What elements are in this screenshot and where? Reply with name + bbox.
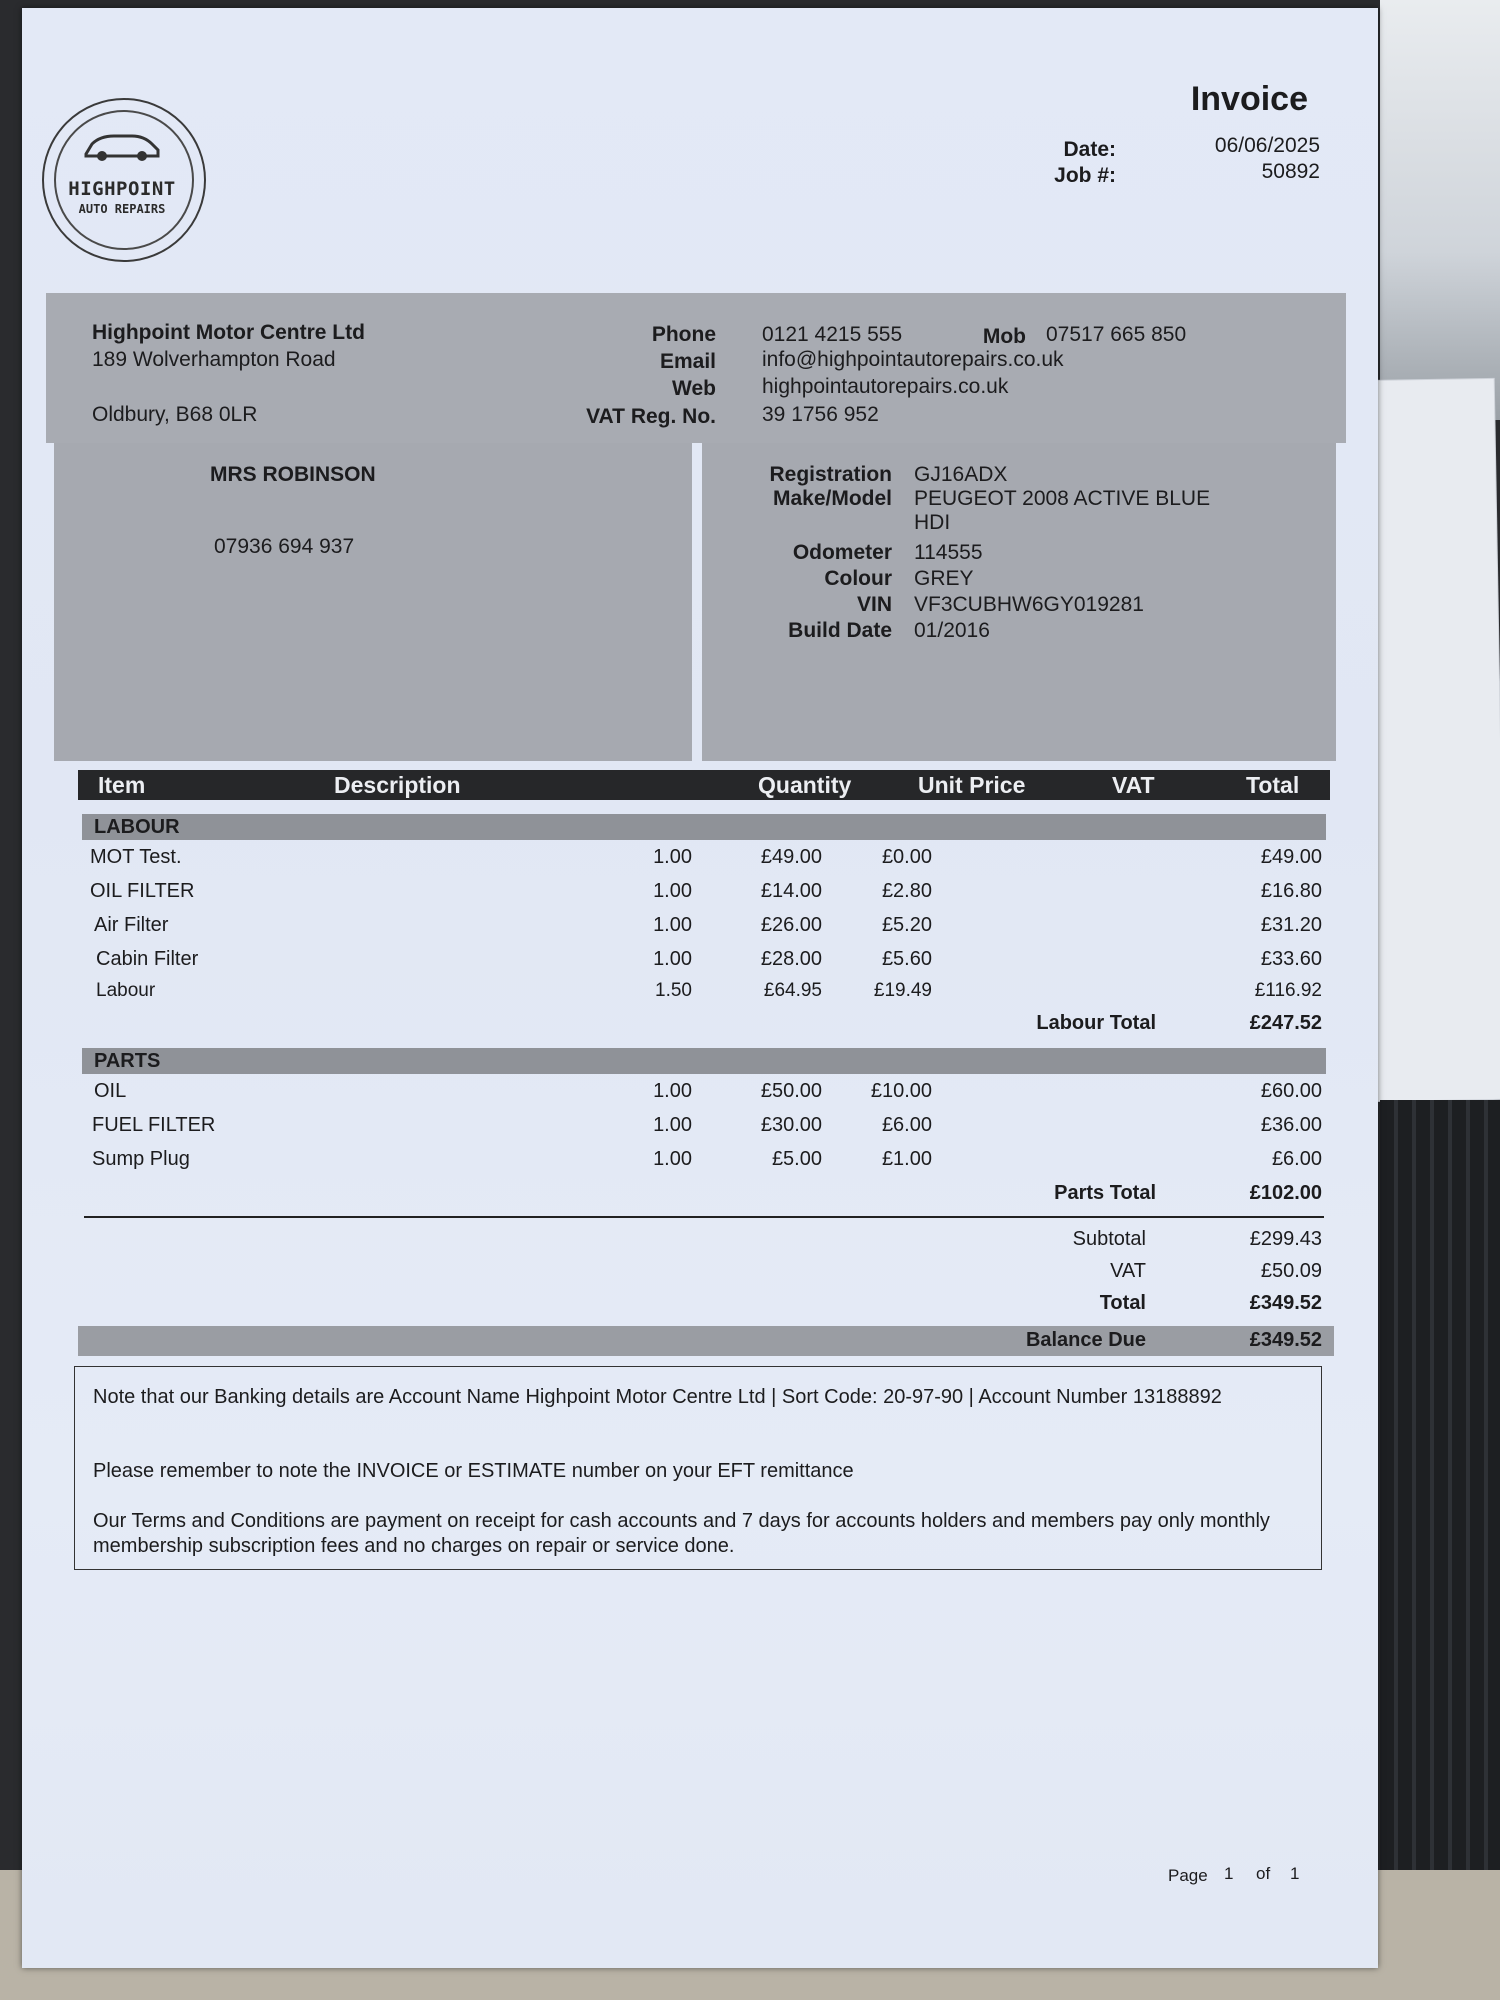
date-label: Date: [1063,138,1116,161]
row-item: OIL [94,1080,127,1102]
terms-note: Our Terms and Conditions are payment on receipt for cash accounts and 7 days for accounts holders and members pay only monthly membership subscription fees and no charges on repair or service done. [93,1510,1270,1557]
web-label: Web [672,377,716,400]
job-number: 50892 [1261,160,1320,183]
parts-total: £102.00 [1249,1182,1322,1204]
vehicle-make-model: PEUGEOT 2008 ACTIVE BLUE HDI [914,487,1211,534]
parts-section-title: PARTS [94,1050,161,1072]
phone-label: Phone [651,323,716,346]
logo-text-highpoint: HIGHPOINT [68,178,176,200]
company-website: highpointautorepairs.co.uk [762,375,1009,398]
company-logo [42,98,212,268]
row-total: £36.00 [1260,1114,1322,1136]
mob-label: Mob [982,325,1026,348]
background-car [1380,0,1500,420]
odometer-label: Odometer [792,541,892,564]
row-vat: £2.80 [881,880,932,902]
row-item: MOT Test. [90,846,182,868]
row-total: £49.00 [1260,846,1322,868]
vat-reg-label: VAT Reg. No. [586,405,716,428]
vehicle-registration: GJ16ADX [914,463,1008,486]
make-model-label: Make/Model [772,487,892,510]
row-quantity: 1.00 [653,846,692,868]
row-item: Cabin Filter [96,948,199,970]
page-label: Page [1168,1866,1208,1885]
row-total: £6.00 [1271,1148,1322,1170]
row-vat: £19.49 [873,980,932,1001]
job-label: Job #: [1054,164,1116,187]
company-address-line1: 189 Wolverhampton Road [92,348,336,371]
table-header [78,770,1330,800]
subtotal-value: £299.43 [1249,1228,1322,1250]
header-item: Item [98,772,146,798]
table-row [22,880,1378,910]
page-of-label: of [1256,1864,1271,1883]
customer-block [54,443,692,761]
page-number: 1 [1224,1864,1234,1883]
vat-reg-number: 39 1756 952 [762,403,879,426]
row-vat: £6.00 [881,1114,932,1136]
company-mobile: 07517 665 850 [1046,323,1187,346]
vat-total-label: VAT [1110,1260,1146,1282]
row-item: Air Filter [94,914,169,936]
header-vat: VAT [1112,772,1155,798]
row-unit-price: £28.00 [760,948,822,970]
row-unit-price: £64.95 [763,980,822,1001]
invoice-paper [22,8,1378,1968]
table-row [22,914,1378,944]
notes-box [74,1366,1322,1570]
header-quantity: Quantity [758,772,852,798]
row-unit-price: £14.00 [760,880,822,902]
labour-total-label: Labour Total [1036,1012,1156,1034]
row-total: £31.20 [1260,914,1322,936]
table-row [22,1080,1378,1110]
row-total: £116.92 [1254,980,1322,1001]
subtotal-label: Subtotal [1072,1228,1146,1250]
grand-total-label: Total [1099,1292,1146,1314]
table-row [22,948,1378,978]
header-unit-price: Unit Price [918,772,1026,798]
company-name: Highpoint Motor Centre Ltd [92,321,365,344]
table-row [22,1114,1378,1144]
row-unit-price: £30.00 [760,1114,822,1136]
row-item: Sump Plug [92,1148,190,1170]
invoice-date: 06/06/2025 [1214,134,1320,157]
colour-label: Colour [824,567,892,590]
row-item: Labour [96,980,156,1001]
vehicle-block [702,443,1336,761]
row-item: OIL FILTER [90,880,195,902]
registration-label: Registration [769,463,892,486]
table-row [22,980,1378,1010]
email-label: Email [659,350,716,373]
page-count: 1 [1290,1864,1300,1883]
balance-due-bar [78,1326,1334,1356]
row-unit-price: £26.00 [760,914,822,936]
vat-total-value: £50.09 [1260,1260,1322,1282]
row-unit-price: £49.00 [760,846,822,868]
row-quantity: 1.00 [653,1148,692,1170]
summary-divider [84,1216,1324,1218]
customer-name: MRS ROBINSON [210,463,376,486]
row-vat: £5.60 [881,948,932,970]
table-row [22,1148,1378,1178]
labour-section-title: LABOUR [94,816,180,838]
invoice-title: Invoice [1190,80,1308,118]
row-quantity: 1.00 [653,948,692,970]
grand-total-value: £349.52 [1249,1292,1322,1314]
row-quantity: 1.00 [653,880,692,902]
row-vat: £0.00 [881,846,932,868]
balance-due-value: £349.52 [1249,1329,1322,1351]
logo-text-auto-repairs: AUTO REPAIRS [78,202,166,216]
row-vat: £10.00 [870,1080,932,1102]
remittance-note: Please remember to note the INVOICE or ESTIMATE number on your EFT remittance [93,1460,854,1482]
row-total: £33.60 [1260,948,1322,970]
row-quantity: 1.00 [653,1080,692,1102]
row-total: £60.00 [1260,1080,1322,1102]
parts-total-label: Parts Total [1054,1182,1156,1204]
car-icon [82,128,162,162]
company-address-line2: Oldbury, B68 0LR [92,403,258,426]
company-details-block [46,293,1346,443]
labour-total: £247.52 [1249,1012,1322,1034]
row-unit-price: £5.00 [771,1148,822,1170]
row-total: £16.80 [1260,880,1322,902]
vehicle-vin: VF3CUBHW6GY019281 [914,593,1144,616]
header-description: Description [334,772,461,798]
company-email: info@highpointautorepairs.co.uk [762,348,1064,371]
build-date-label: Build Date [788,619,892,642]
vin-label: VIN [856,593,892,616]
balance-due-label: Balance Due [1025,1329,1146,1351]
row-quantity: 1.50 [655,980,692,1001]
vehicle-build-date: 01/2016 [914,619,990,642]
parts-section-bar [82,1048,1326,1074]
vehicle-colour: GREY [914,567,974,590]
labour-section-bar [82,814,1326,840]
row-item: FUEL FILTER [92,1114,216,1136]
row-unit-price: £50.00 [760,1080,822,1102]
header-total: Total [1246,772,1300,798]
customer-phone: 07936 694 937 [214,535,355,558]
row-quantity: 1.00 [653,914,692,936]
row-vat: £5.20 [881,914,932,936]
company-phone: 0121 4215 555 [762,323,903,346]
row-vat: £1.00 [881,1148,932,1170]
table-row [22,846,1378,876]
row-quantity: 1.00 [653,1114,692,1136]
banking-note: Note that our Banking details are Account Name Highpoint Motor Centre Ltd | Sort Code: 20-97-90 | Account Number 13188892 [93,1386,1222,1408]
background-bag [1380,1100,1500,2000]
vehicle-odometer: 114555 [914,541,983,564]
